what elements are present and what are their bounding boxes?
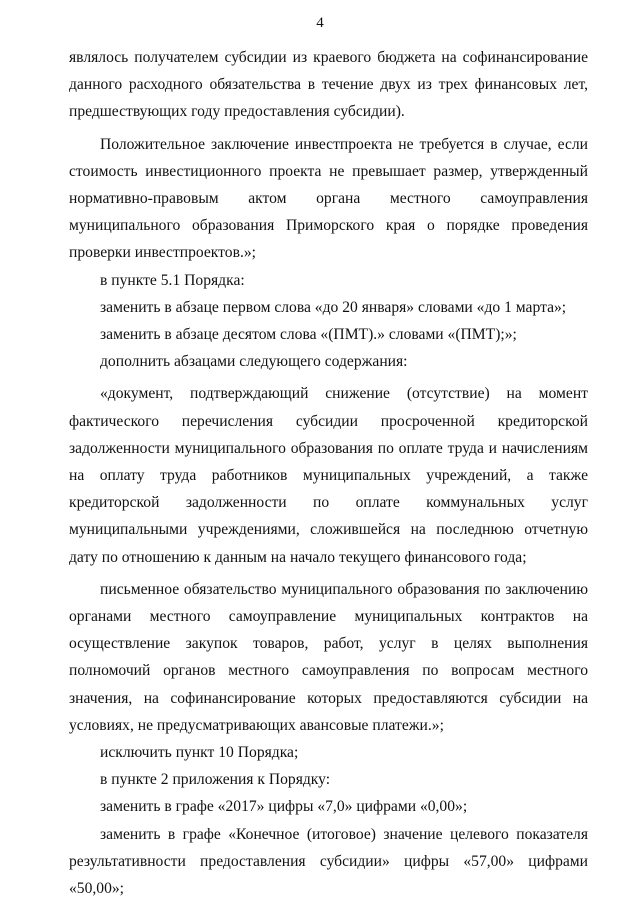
paragraph-continuation: являлось получателем субсидии из краевого бюджета на софинансирование данного расходного обязательства в течение двух из трех финансовых лет, предшествующих году предоставления субсидии). — [69, 49, 588, 121]
paragraph-investment-conclusion: Положительное заключение инвестпроекта не требуется в случае, если стоимость инвестиционного проекта не превышает размер, утвержденный нормативно-правовым актом органа местного самоуправления муниципального образования Приморского края о порядке проведения проверки инвестпроектов.»; — [69, 135, 588, 262]
paragraph-appendix-clause-2: в пункте 2 приложения к Порядку: — [100, 771, 331, 789]
paragraph-exclude-clause-10: исключить пункт 10 Порядка; — [100, 744, 299, 762]
paragraph-document-confirming: «документ, подтверждающий снижение (отсутствие) на момент фактического перечисления субсидии просроченной кредиторской задолженности муниципального образования по оплате труда и начислениям на оплату труда работников муниципальных учреждений, а также кредиторской задолженности по оплате коммунальных услуг муниципальными учреждениями, сложившейся на последнюю отчетную дату по отношению к данным на начало текущего финансового года; — [69, 385, 588, 566]
paragraph-replace-tenth: заменить в абзаце десятом слова «(ПМТ).» словами «(ПМТ);»; — [100, 326, 517, 344]
paragraph-written-obligation: письменное обязательство муниципального образования по заключению органами местного самоуправление муниципальных контрактов на осуществление закупок товаров, работ, услуг в целях выполнения полномочий органов местного самоуправления по вопросам местного значения, на софинансирование которых предоставляются субсидии на условиях, не предусматривающих авансовые платежи.»; — [69, 580, 588, 734]
document-body — [69, 44, 588, 902]
page-number: 4 — [316, 15, 324, 31]
paragraph-clause-5-1: в пункте 5.1 Порядка: — [100, 271, 245, 289]
paragraph-add-paragraphs: дополнить абзацами следующего содержания: — [100, 353, 408, 371]
paragraph-replace-2017: заменить в графе «2017» цифры «7,0» цифрами «0,00»; — [100, 798, 468, 816]
paragraph-replace-final-value: заменить в графе «Конечное (итоговое) значение целевого показателя результативности предоставления субсидии» цифры «57,00» цифрами «50,00»; — [69, 825, 588, 898]
paragraph-replace-first: заменить в абзаце первом слова «до 20 января» словами «до 1 марта»; — [100, 298, 567, 316]
